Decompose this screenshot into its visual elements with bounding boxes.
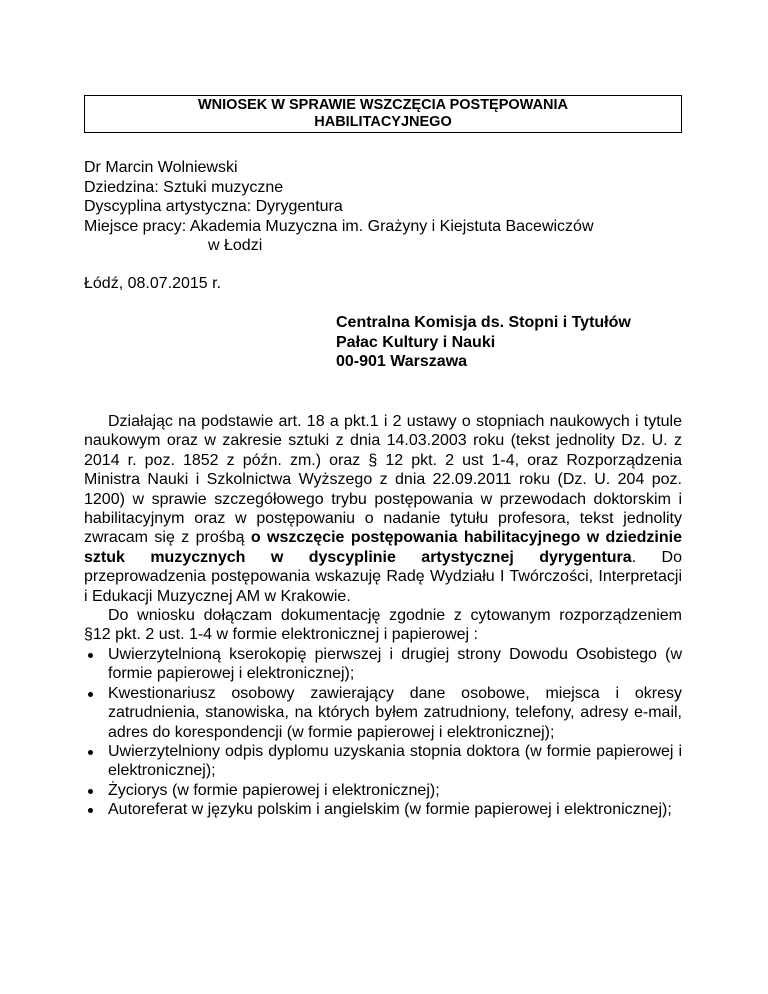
addressee-block bbox=[336, 313, 631, 372]
list-item: Uwierzytelnioną kserokopię pierwszej i drugiej strony Dowodu Osobistego (w formie papierowej i elektronicznej); bbox=[84, 645, 682, 684]
list-item: Kwestionariusz osobowy zawierający dane osobowe, miejsca i okresy zatrudnienia, stanowiska, na których byłem zatrudniony, telefony, adresy e-mail, adres do korespondencji (w formie papierowej i elektronicznej); bbox=[84, 684, 682, 742]
document-date: Łódź, 08.07.2015 r. bbox=[84, 275, 221, 292]
paragraph-request-bold: o wszczęcie postępowania habilitacyjnego w dziedzinie sztuk muzycznych w dyscyplinie artystycznej dyrygentura bbox=[84, 529, 682, 566]
paragraph-request-text-b: . Do przeprowadzenia postępowania wskazuję Radę Wydziału I Twórczości, Interpretacji i Edukacji Muzycznej AM w Krakowie. bbox=[84, 548, 683, 605]
bullet-icon bbox=[88, 750, 93, 755]
list-item: Uwierzytelniony odpis dyplomu uzyskania stopnia doktora (w formie papierowej i elektronicznej); bbox=[84, 742, 682, 781]
document-title bbox=[84, 95, 682, 133]
addressee-line-3: 00-901 Warszawa bbox=[336, 353, 468, 370]
attachments-list bbox=[84, 645, 682, 820]
bullet-icon bbox=[88, 692, 93, 697]
addressee-line-1: Centralna Komisja ds. Stopni i Tytułów bbox=[336, 314, 631, 331]
paragraph-request-text-a: Działając na podstawie art. 18 a pkt.1 i 2 ustawy o stopniach naukowych i tytule naukowym oraz w zakresie sztuki z dnia 14.03.2003 roku (tekst jednolity Dz. U. z 2014 r. poz. 1852 z późn. zm.) oraz § 12 pkt. 2 ust 1-4, oraz Rozporządzenia Ministra Nauki i Szkolnictwa Wyższego z dnia 22.09.2011 roku (Dz. U. 204 poz. 1200) w sprawie szczegółowego trybu postępowania w przewodach doktorskim i habilitacyjnym oraz w postępowaniu o nadanie tytułu profesora, tekst jednolity zwracam się z prośbą bbox=[84, 413, 682, 547]
list-item: Życiorys (w formie papierowej i elektronicznej); bbox=[84, 781, 682, 800]
document-body bbox=[84, 412, 682, 820]
applicant-workplace-city: w Łodzi bbox=[208, 237, 263, 254]
applicant-name: Dr Marcin Wolniewski bbox=[84, 159, 238, 176]
paragraph-attachments-intro: Do wniosku dołączam dokumentację zgodnie z cytowanym rozporządzeniem §12 pkt. 2 ust. 1-4 w formie elektronicznej i papierowej : bbox=[84, 607, 682, 644]
paragraph-request bbox=[84, 412, 682, 606]
applicant-info bbox=[84, 158, 594, 256]
bullet-icon bbox=[88, 653, 93, 658]
bullet-icon bbox=[88, 789, 93, 794]
applicant-field: Dziedzina: Sztuki muzyczne bbox=[84, 178, 284, 196]
title-line-1: WNIOSEK W SPRAWIE WSZCZĘCIA POSTĘPOWANIA bbox=[197, 97, 569, 113]
title-line-2: HABILITACYJNEGO bbox=[314, 114, 452, 130]
applicant-workplace: Miejsce pracy: Akademia Muzyczna im. Grażyny i Kiejstuta Bacewiczów bbox=[84, 217, 594, 235]
applicant-discipline: Dyscyplina artystyczna: Dyrygentura bbox=[84, 198, 343, 215]
addressee-line-2: Pałac Kultury i Nauki bbox=[336, 333, 496, 351]
bullet-icon bbox=[88, 808, 93, 813]
list-item: Autoreferat w języku polskim i angielskim (w formie papierowej i elektronicznej); bbox=[84, 800, 682, 819]
